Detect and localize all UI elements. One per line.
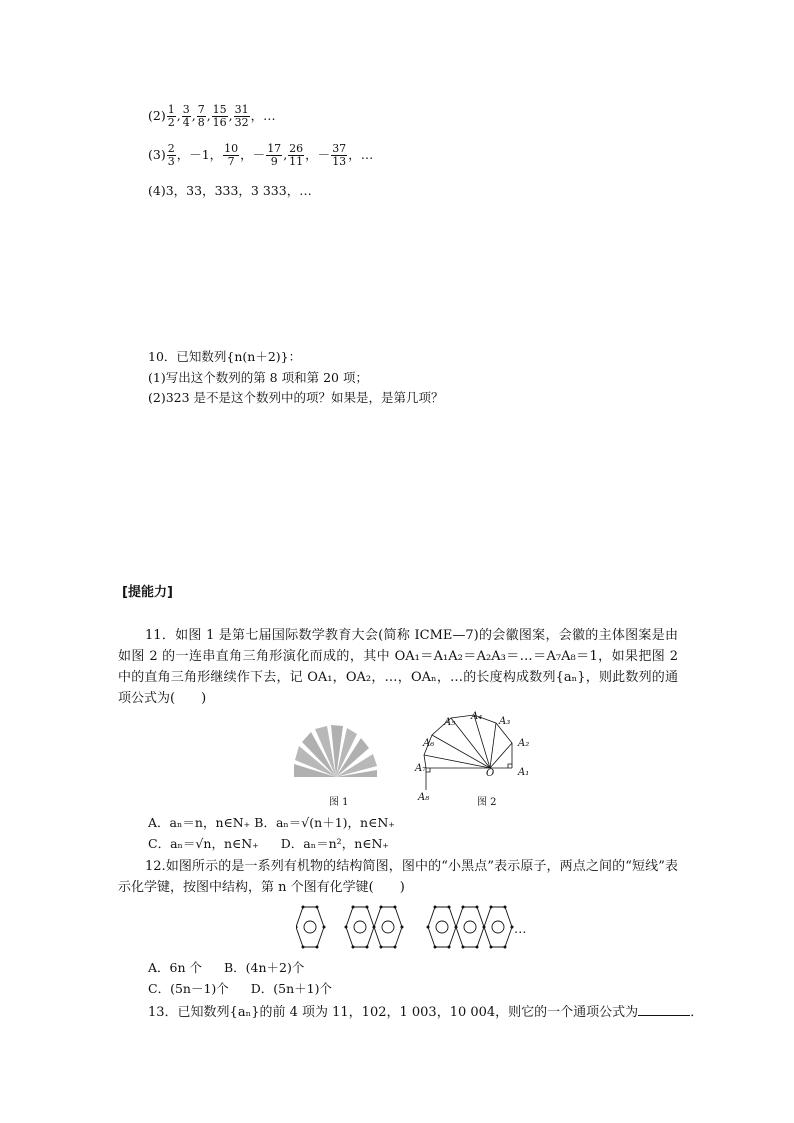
q11-text: 11．如图 1 是第七届国际数学教育大会(简称 ICME—7)的会徽图案，会徽的主体图案是由如图 2 的一连串直角三角形演化而成的，其中 OA₁＝A₁A₂＝A₂A₃＝…＝A₇A₈＝1，如果把图 2 中的直角三角形继续作下去，记 OA₁，OA₂，…，OAₙ，…的长度构成数列{aₙ}，则此数列的通项公式为( )	[118, 628, 678, 706]
q12-option-a: A．6n 个	[148, 960, 203, 975]
numerator: 7	[197, 103, 205, 116]
hexagon	[374, 907, 402, 947]
q9-p3-text2: ，－	[240, 147, 266, 162]
numerator: 15	[212, 103, 227, 116]
numerator: 17	[267, 142, 282, 155]
q11-figure2-caption: 图 2	[477, 797, 497, 808]
q11-option-b: B．aₙ＝√(n＋1)，n∈N₊	[254, 815, 395, 830]
q9-p2-frac5	[234, 104, 250, 129]
atom	[352, 946, 355, 949]
denominator: 7	[227, 155, 235, 168]
q12-options-row1	[148, 960, 304, 976]
numerator: 2	[167, 142, 175, 155]
denominator: 9	[270, 155, 278, 168]
q12-options-row2	[148, 981, 332, 997]
q11-option-d: D．aₙ＝n²，n∈N₊	[280, 836, 390, 851]
hexagon	[346, 907, 374, 947]
fig2-label-A4: A₄	[471, 711, 483, 722]
q9-p2-frac4	[212, 104, 228, 129]
ring	[354, 921, 366, 933]
denominator: 2	[167, 116, 175, 129]
atom	[490, 946, 493, 949]
q9-p3-frac3	[266, 143, 282, 168]
atom	[316, 906, 319, 909]
atom	[401, 926, 404, 929]
denominator: 13	[332, 155, 347, 168]
q12-option-b: B．(4n＋2)个	[223, 960, 305, 975]
fig2-label-A8: A₈	[418, 792, 430, 803]
atom	[345, 926, 348, 929]
q10-part2: (2)323 是不是这个数列中的项？如果是，是第几项？	[148, 390, 444, 405]
q11-options-row1	[148, 815, 395, 831]
q11-options-row2	[148, 836, 389, 852]
numerator: 10	[224, 142, 239, 155]
atom	[366, 946, 369, 949]
fig2-label-A1: A₁	[518, 767, 530, 778]
atom	[462, 906, 465, 909]
atom	[366, 906, 369, 909]
q9-part3: (3) $\frac{2}{3}$ ，－1， $\frac{10}{7}$ ，－ $\frac{17}{9}$ , $\frac{26}{11}$ ，－ $\frac{37}{13}$ ，…	[148, 142, 374, 168]
hexagon	[296, 907, 324, 947]
atom	[380, 946, 383, 949]
hexagon	[456, 907, 484, 947]
atom	[490, 906, 493, 909]
right-angle-mark	[508, 764, 512, 768]
q11-figure1	[291, 724, 381, 780]
atom	[302, 906, 305, 909]
q10-stem: 10．已知数列{n(n＋2)}：	[148, 349, 302, 364]
ring	[492, 921, 504, 933]
fig2-label-A5: A₅	[444, 717, 456, 728]
q12-molecule-figure	[296, 903, 526, 951]
atom	[476, 906, 479, 909]
q9-p3-frac4	[288, 143, 304, 168]
denominator: 11	[289, 155, 304, 168]
fig2-label-A3: A₃	[499, 716, 511, 727]
spoke-OA5	[451, 718, 490, 768]
q10-part1: (1)写出这个数列的第 8 项和第 20 项；	[148, 370, 368, 385]
atom	[434, 906, 437, 909]
q12-text: 12.如图所示的是一系列有机物的结构简图，图中的“小黑点”表示原子，两点之间的“短线”表示化学键，按图中结构，第 n 个图有化学键( )	[118, 859, 678, 895]
atom	[448, 906, 451, 909]
q9-part2: (2) $\frac{1}{2}$ , $\frac{3}{4}$ , $\frac{7}{8}$ , $\frac{15}{16}$ , $\frac{31}{32}$ ，…	[148, 103, 276, 129]
q9-p2-frac2	[182, 104, 191, 129]
q13-line	[148, 1003, 703, 1021]
hexagon	[428, 907, 456, 947]
q9-p3-tail: ，…	[348, 147, 374, 162]
ring	[304, 921, 316, 933]
ring	[436, 921, 448, 933]
atom	[462, 946, 465, 949]
ring	[382, 921, 394, 933]
spoke-OA7	[424, 755, 490, 768]
numerator: 37	[332, 142, 347, 155]
q9-part4: (4)3，33，333，3 333，…	[148, 183, 312, 198]
q12-figure-ellipsis: …	[514, 921, 527, 936]
q9-p3-frac1	[167, 143, 176, 168]
fig2-label-A6: A₆	[423, 738, 435, 749]
atom	[448, 946, 451, 949]
atom	[504, 946, 507, 949]
hexagon	[484, 907, 512, 947]
atom	[323, 926, 326, 929]
atom	[455, 926, 458, 929]
q11-option-a: A．aₙ＝n，n∈N₊	[148, 815, 251, 830]
q9-p2-tail: ，…	[250, 108, 276, 123]
atom	[373, 926, 376, 929]
atom	[316, 946, 319, 949]
atom	[302, 946, 305, 949]
q9-part2-label: (2)	[148, 108, 166, 123]
q9-p2-frac3	[197, 104, 206, 129]
numerator: 3	[182, 103, 190, 116]
q12-option-d: D．(5n＋1)个	[250, 981, 332, 996]
spoke-OA3	[490, 723, 496, 768]
q9-p2-frac1	[167, 104, 176, 129]
right-angle-mark	[426, 768, 430, 772]
denominator: 3	[167, 155, 175, 168]
ring	[464, 921, 476, 933]
denominator: 4	[182, 116, 190, 129]
q11-option-c: C．aₙ＝√n，n∈N₊	[148, 836, 259, 851]
atom	[380, 906, 383, 909]
numerator: 1	[167, 103, 175, 116]
fig2-label-A7: A₇	[415, 763, 427, 774]
denominator: 32	[234, 116, 249, 129]
fig2-label-A2: A₂	[518, 738, 530, 749]
q9-p3-text3: ，－	[305, 147, 331, 162]
q13-text: 13．已知数列{aₙ}的前 4 项为 11，102，1 003，10 004，则它的一个通项公式为	[148, 1005, 639, 1020]
atom	[434, 946, 437, 949]
atom	[296, 926, 298, 929]
q9-p3-text1: ，－1，	[176, 147, 223, 162]
denominator: 8	[197, 116, 205, 129]
numerator: 31	[234, 103, 249, 116]
atom	[427, 926, 430, 929]
denominator: 16	[212, 116, 227, 129]
fig2-label-O: O	[486, 768, 495, 779]
q9-p3-frac5	[331, 143, 347, 168]
q13-answer-blank	[638, 1003, 690, 1016]
atom	[394, 946, 397, 949]
q12-option-c: C．(5n－1)个	[148, 981, 229, 996]
atom	[394, 906, 397, 909]
q11-figure1-caption: 图 1	[329, 797, 349, 808]
atom	[504, 906, 507, 909]
numerator: 26	[289, 142, 304, 155]
section-heading: [提能力]	[122, 585, 173, 600]
q9-p3-frac2	[223, 143, 239, 168]
q9-part3-label: (3)	[148, 147, 166, 162]
atom	[352, 906, 355, 909]
atom	[476, 946, 479, 949]
atom	[483, 926, 486, 929]
q13-end: ．	[690, 1005, 704, 1020]
